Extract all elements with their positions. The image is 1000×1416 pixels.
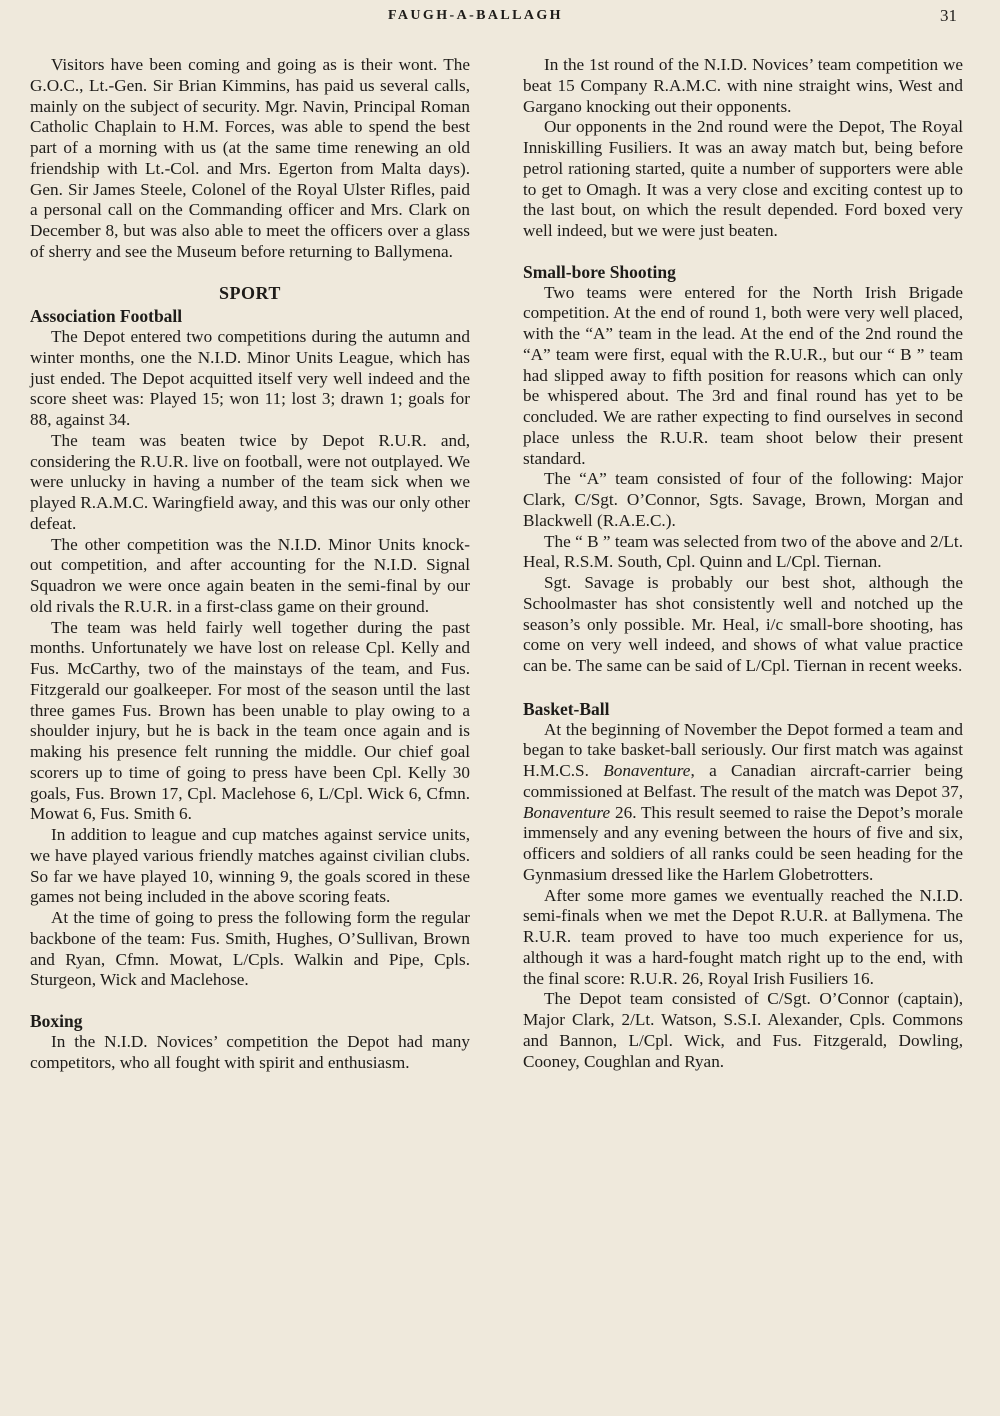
- basketball-paragraph: After some more games we eventually reached the N.I.D. semi-finals when we met the Depot R.U.R. at Ballymena. The R.U.R. team proved to have too much experience for us, although it was a hard-fought match right up to the end, with the final score: R.U.R. 26, Royal Irish Fusiliers 16.: [523, 885, 963, 988]
- shooting-paragraph: The “A” team consisted of four of the following: Major Clark, C/Sgt. O’Connor, Sgts. Savage, Brown, Morgan and Blackwell (R.A.E.C.).: [523, 469, 963, 530]
- right-column: [523, 55, 963, 1072]
- football-paragraph: At the time of going to press the following form the regular backbone of the team: Fus. Smith, Hughes, O’Sullivan, Brown and Ryan, Cfmn. Mowat, L/Cpls. Walkin and Pipe, Cpls. Sturgeon, Wick and Maclehose.: [30, 908, 470, 990]
- running-head: [0, 6, 1000, 26]
- basketball-paragraph: [523, 720, 963, 886]
- sport-title: SPORT: [219, 282, 281, 303]
- ship-name: Bonaventure: [523, 802, 611, 822]
- shooting-paragraph: Sgt. Savage is probably our best shot, although the Schoolmaster has shot consistently well and notched up the season’s only possible. Mr. Heal, i/c small-bore shooting, has come on very well indeed, and shows of what value practice can be. The same can be said of L/Cpl. Tiernan in recent weeks.: [523, 573, 963, 675]
- left-column: [30, 55, 470, 1073]
- basketball-text: 26. This result seemed to raise the Depot’s morale immensely and any evening between the hours of five and six, officers and soldiers of all ranks could be seen heading for the Gynmasium dressed like the Harlem Globetrotters.: [523, 802, 963, 884]
- football-paragraph: In addition to league and cup matches against service units, we have played various friendly matches against civilian clubs. So far we have played 10, winning 9, the goals scored in these games not being included in the above scoring feats.: [30, 825, 470, 907]
- boxing-paragraph: In the N.I.D. Novices’ competition the Depot had many competitors, who all fought with spirit and enthusiasm.: [30, 1031, 470, 1072]
- page-number: 31: [940, 6, 957, 25]
- football-heading: Association Football: [30, 306, 183, 327]
- boxing-heading: Boxing: [30, 1011, 83, 1031]
- shooting-paragraph: The “ B ” team was selected from two of the above and 2/Lt. Heal, R.S.M. South, Cpl. Quinn and L/Cpl. Tiernan.: [523, 531, 963, 572]
- boxing-paragraph: In the 1st round of the N.I.D. Novices’ team competition we beat 15 Company R.A.M.C. with nine straight wins, West and Gargano knocking out their opponents.: [523, 55, 963, 116]
- basketball-text: At the beginning of November the Depot formed a team and began to take basket-ball seriously. Our first match was against H.M.C.S.: [523, 719, 963, 780]
- shooting-paragraph: Two teams were entered for the North Irish Brigade competition. At the end of round 1, both were very well placed, with the “A” team in the lead. At the end of the 2nd round the “A” team were first, equal with the R.U.R., but our “ B ” team had slipped away to fifth position for reasons which can only be whispered about. The 3rd and final round has yet to be concluded. We are rather expecting to find ourselves in second place unless the R.U.R. team shoot below their present standard.: [523, 282, 963, 468]
- running-title: FAUGH-A-BALLAGH: [388, 8, 563, 23]
- shooting-heading: Small-bore Shooting: [523, 261, 676, 282]
- football-paragraph: The team was held fairly well together during the past months. Unfortunately we have lost on release Cpl. Kelly and Fus. McCarthy, two of the mainstays of the team, and Fus. Fitzgerald our goalkeeper. For most of the season until the last three games Fus. Brown has been unable to play owing to a shoulder injury, but he is back in the team once again and is making his presence felt running the middle. Our chief goal scorers up to time of going to press have been Cpl. Kelly 30 goals, Fus. Brown 17, Cpl. Maclehose 6, L/Cpl. Wick 6, Cfmn. Mowat 6, Fus. Smith 6.: [30, 617, 470, 824]
- basketball-heading: Basket-Ball: [523, 698, 610, 719]
- football-paragraph: The team was beaten twice by Depot R.U.R. and, considering the R.U.R. live on football, were not outplayed. We were unlucky in having a number of the team sick when we played R.A.M.C. Waringfield away, and this was our only other defeat.: [30, 430, 470, 533]
- football-paragraph: The other competition was the N.I.D. Minor Units knock-out competition, and after accounting for the N.I.D. Signal Squadron we were once again beaten in the semi-final by our old rivals the R.U.R. in a first-class game on their ground.: [30, 534, 470, 616]
- football-paragraph: The Depot entered two competitions during the autumn and winter months, one the N.I.D. Minor Units League, which has just ended. The Depot acquitted itself very well indeed and the score sheet was: Played 15; won 11; lost 3; drawn 1; goals for 88, against 34.: [30, 327, 470, 429]
- intro-paragraph: Visitors have been coming and going as is their wont. The G.O.C., Lt.-Gen. Sir Brian Kimmins, has paid us several calls, mainly on the subject of security. Mgr. Navin, Principal Roman Catholic Chaplain to H.M. Forces, was able to spend the best part of a morning with us (at the same time renewing an old friendship with Lt.-Col. and Mrs. Egerton from Malta days). Gen. Sir James Steele, Colonel of the Royal Ulster Rifles, paid a personal call on the Commanding officer and Mrs. Clark on December 8, but was also able to meet the officers over a glass of sherry and see the Museum before returning to Ballymena.: [30, 55, 470, 261]
- ship-name: Bonaventure: [603, 761, 691, 780]
- basketball-paragraph: The Depot team consisted of C/Sgt. O’Connor (captain), Major Clark, 2/Lt. Watson, S.S.I. Alexander, Cpls. Commons and Bannon, L/Cpl. Wick, and Fus. Fitzgerald, Dowling, Cooney, Coughlan and Ryan.: [523, 989, 963, 1071]
- boxing-paragraph: Our opponents in the 2nd round were the Depot, The Royal Inniskilling Fusiliers. It was an away match but, being before petrol rationing started, quite a number of supporters were able to get to Omagh. It was a very close and exciting contest up to the last bout, on which the result depended. Ford boxed very well indeed, but we were just beaten.: [523, 117, 963, 240]
- basketball-text: , a Canadian aircraft-carrier being commissioned at Belfast. The result of the match was Depot 37,: [523, 761, 963, 801]
